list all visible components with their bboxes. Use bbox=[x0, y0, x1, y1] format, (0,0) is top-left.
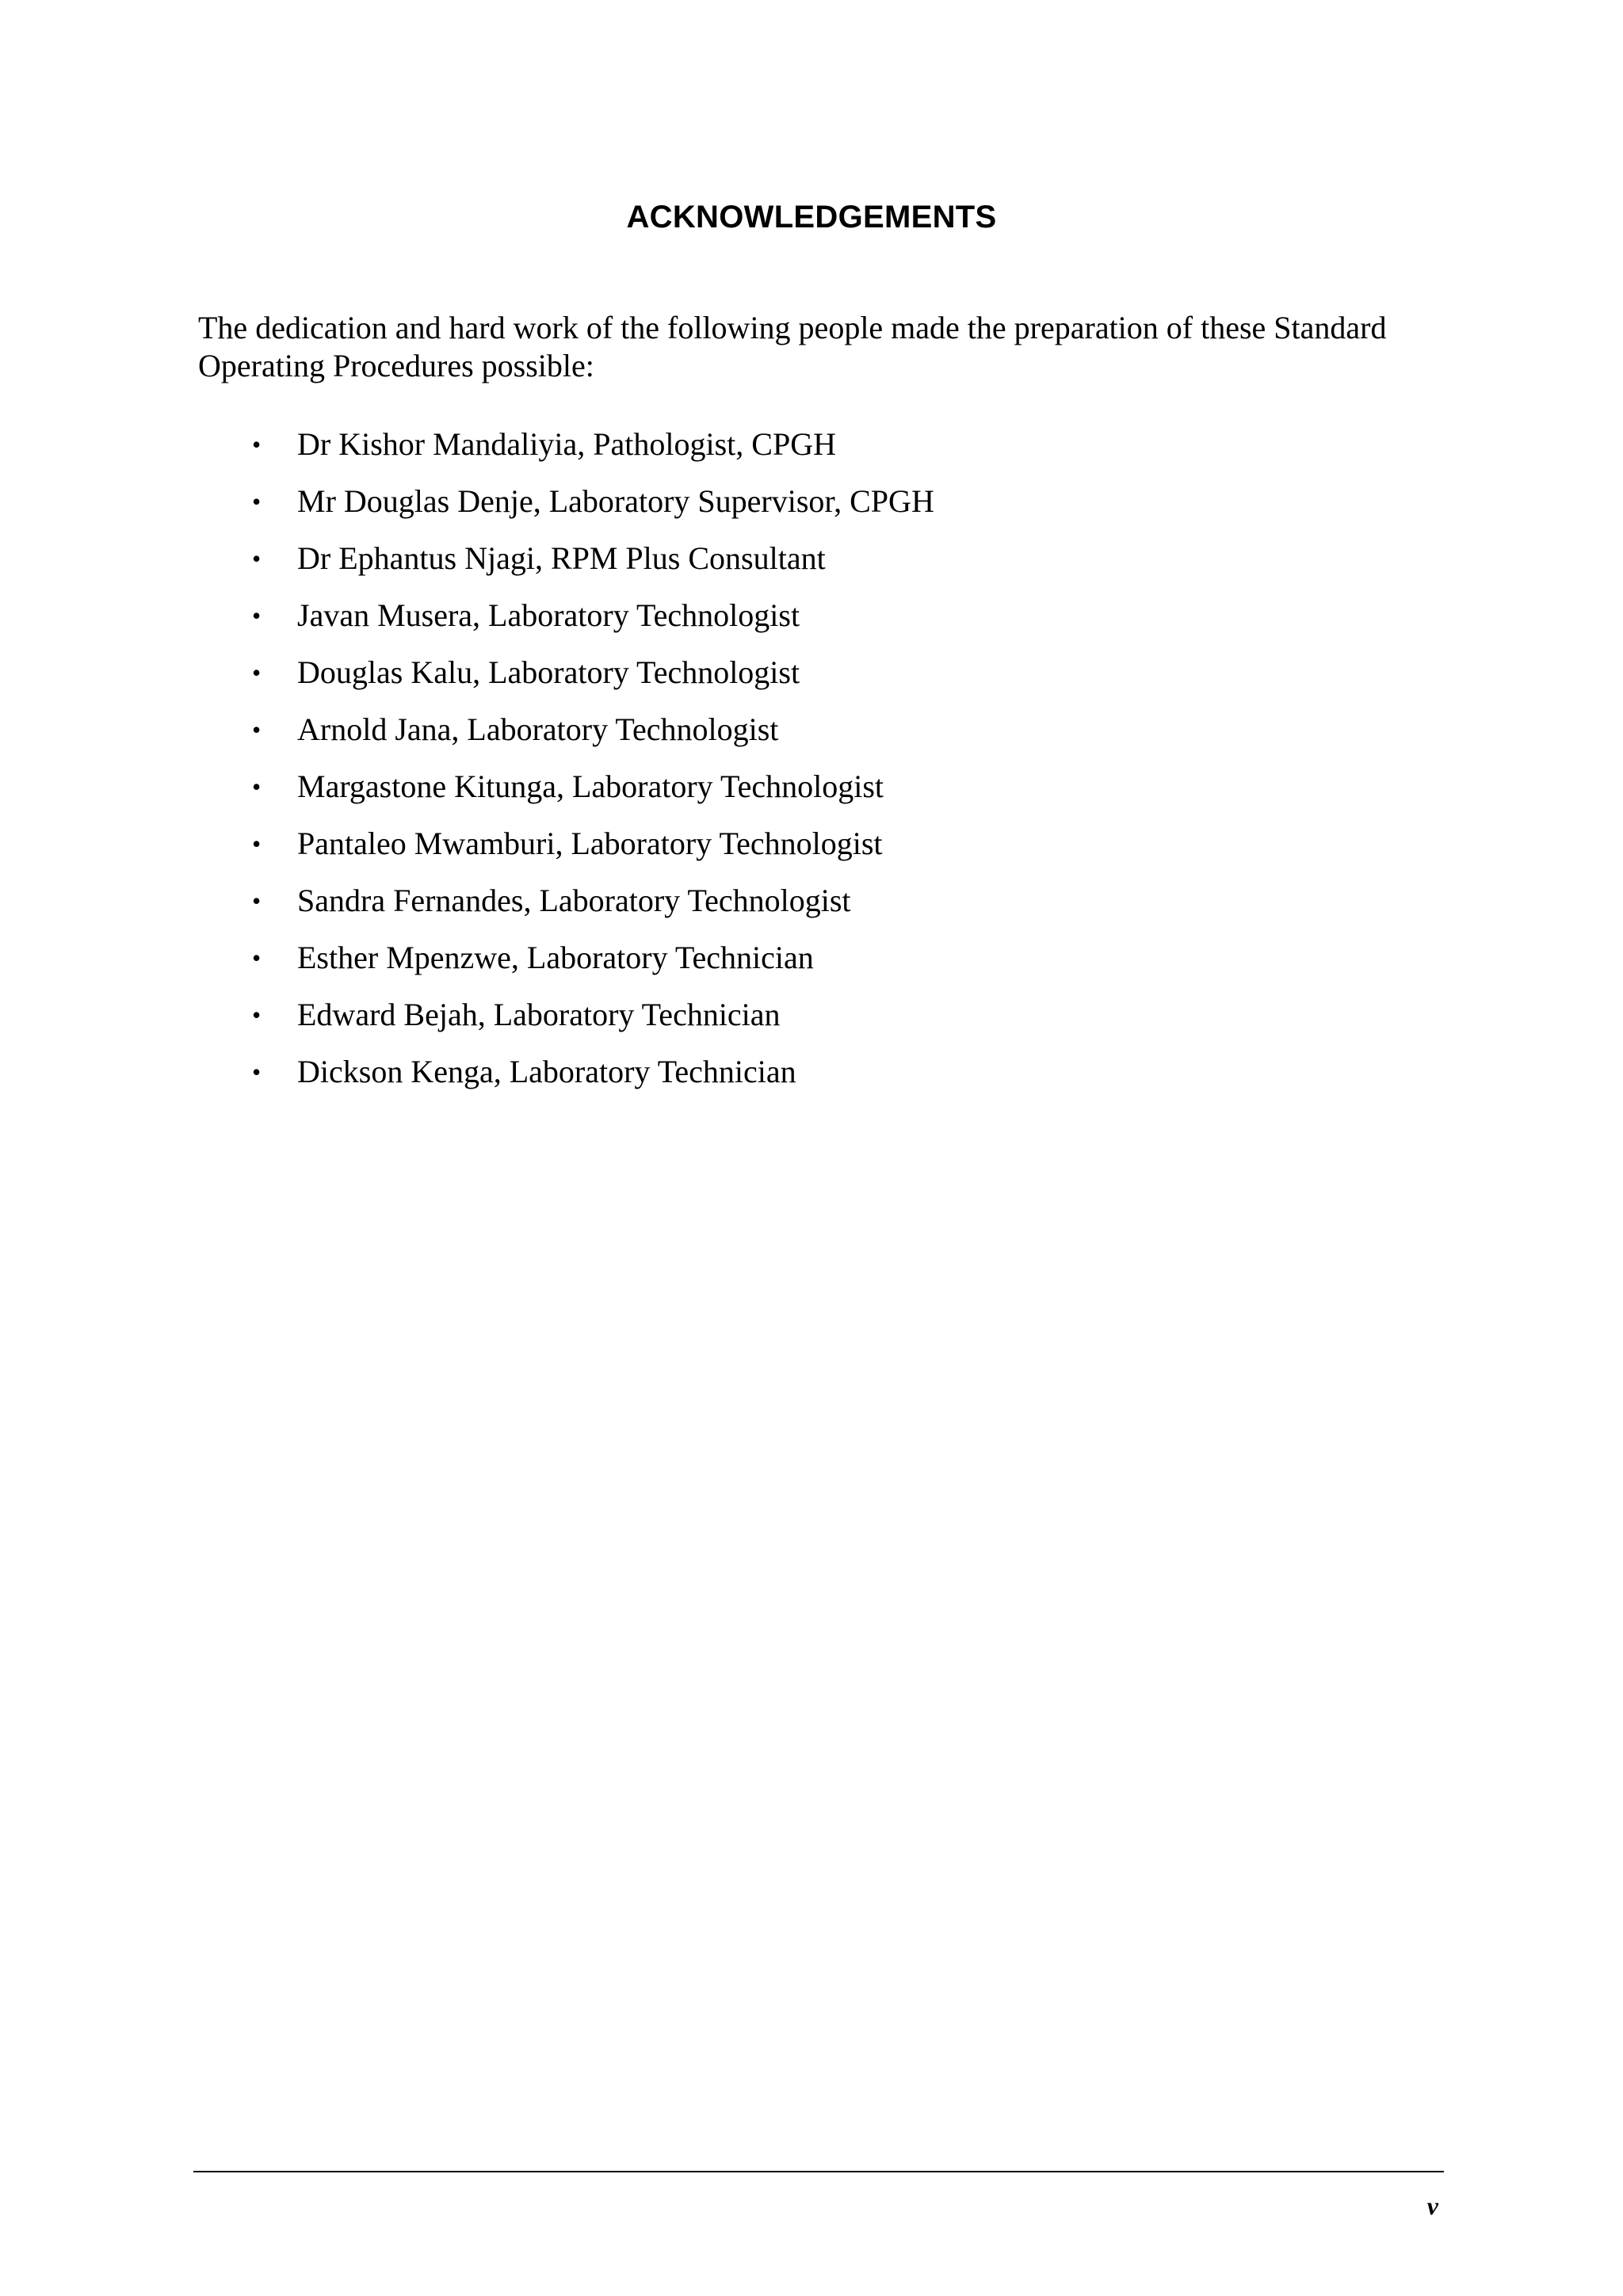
person-entry: Edward Bejah, Laboratory Technician bbox=[297, 997, 781, 1032]
list-item bbox=[198, 424, 934, 481]
person-entry: Dr Ephantus Njagi, RPM Plus Consultant bbox=[297, 540, 826, 576]
person-entry: Dr Kishor Mandaliyia, Pathologist, CPGH bbox=[297, 426, 836, 462]
footer-divider bbox=[193, 2171, 1444, 2172]
list-item bbox=[198, 481, 934, 538]
acknowledgement-list bbox=[198, 424, 934, 1108]
list-item bbox=[198, 994, 934, 1051]
bullet-icon: • bbox=[252, 430, 262, 459]
person-entry: Mr Douglas Denje, Laboratory Supervisor, CPGH bbox=[297, 483, 934, 519]
bullet-icon: • bbox=[252, 601, 262, 630]
list-item bbox=[198, 823, 934, 880]
intro-paragraph: The dedication and hard work of the following people made the preparation of these Standard Operating Procedures possible: bbox=[198, 310, 1387, 383]
list-item bbox=[198, 937, 934, 994]
person-entry: Douglas Kalu, Laboratory Technologist bbox=[297, 654, 800, 690]
person-entry: Dickson Kenga, Laboratory Technician bbox=[297, 1054, 796, 1089]
bullet-icon: • bbox=[252, 658, 262, 687]
list-item bbox=[198, 595, 934, 652]
list-item bbox=[198, 880, 934, 937]
bullet-icon: • bbox=[252, 487, 262, 516]
person-entry: Pantaleo Mwamburi, Laboratory Technologist bbox=[297, 826, 883, 861]
page-title: ACKNOWLEDGEMENTS bbox=[626, 200, 997, 235]
bullet-icon: • bbox=[252, 1001, 262, 1029]
person-entry: Margastone Kitunga, Laboratory Technologist bbox=[297, 769, 884, 804]
person-entry: Sandra Fernandes, Laboratory Technologist bbox=[297, 883, 851, 918]
bullet-icon: • bbox=[252, 944, 262, 972]
page-number: v bbox=[1426, 2191, 1438, 2220]
bullet-icon: • bbox=[252, 715, 262, 744]
bullet-icon: • bbox=[252, 772, 262, 801]
list-item bbox=[198, 709, 934, 766]
list-item bbox=[198, 538, 934, 595]
bullet-icon: • bbox=[252, 1058, 262, 1086]
bullet-icon: • bbox=[252, 544, 262, 573]
list-item bbox=[198, 1051, 934, 1108]
person-entry: Arnold Jana, Laboratory Technologist bbox=[297, 711, 779, 747]
list-item bbox=[198, 652, 934, 709]
list-item bbox=[198, 766, 934, 823]
person-entry: Javan Musera, Laboratory Technologist bbox=[297, 597, 800, 633]
bullet-icon: • bbox=[252, 830, 262, 858]
bullet-icon: • bbox=[252, 887, 262, 915]
person-entry: Esther Mpenzwe, Laboratory Technician bbox=[297, 940, 814, 975]
